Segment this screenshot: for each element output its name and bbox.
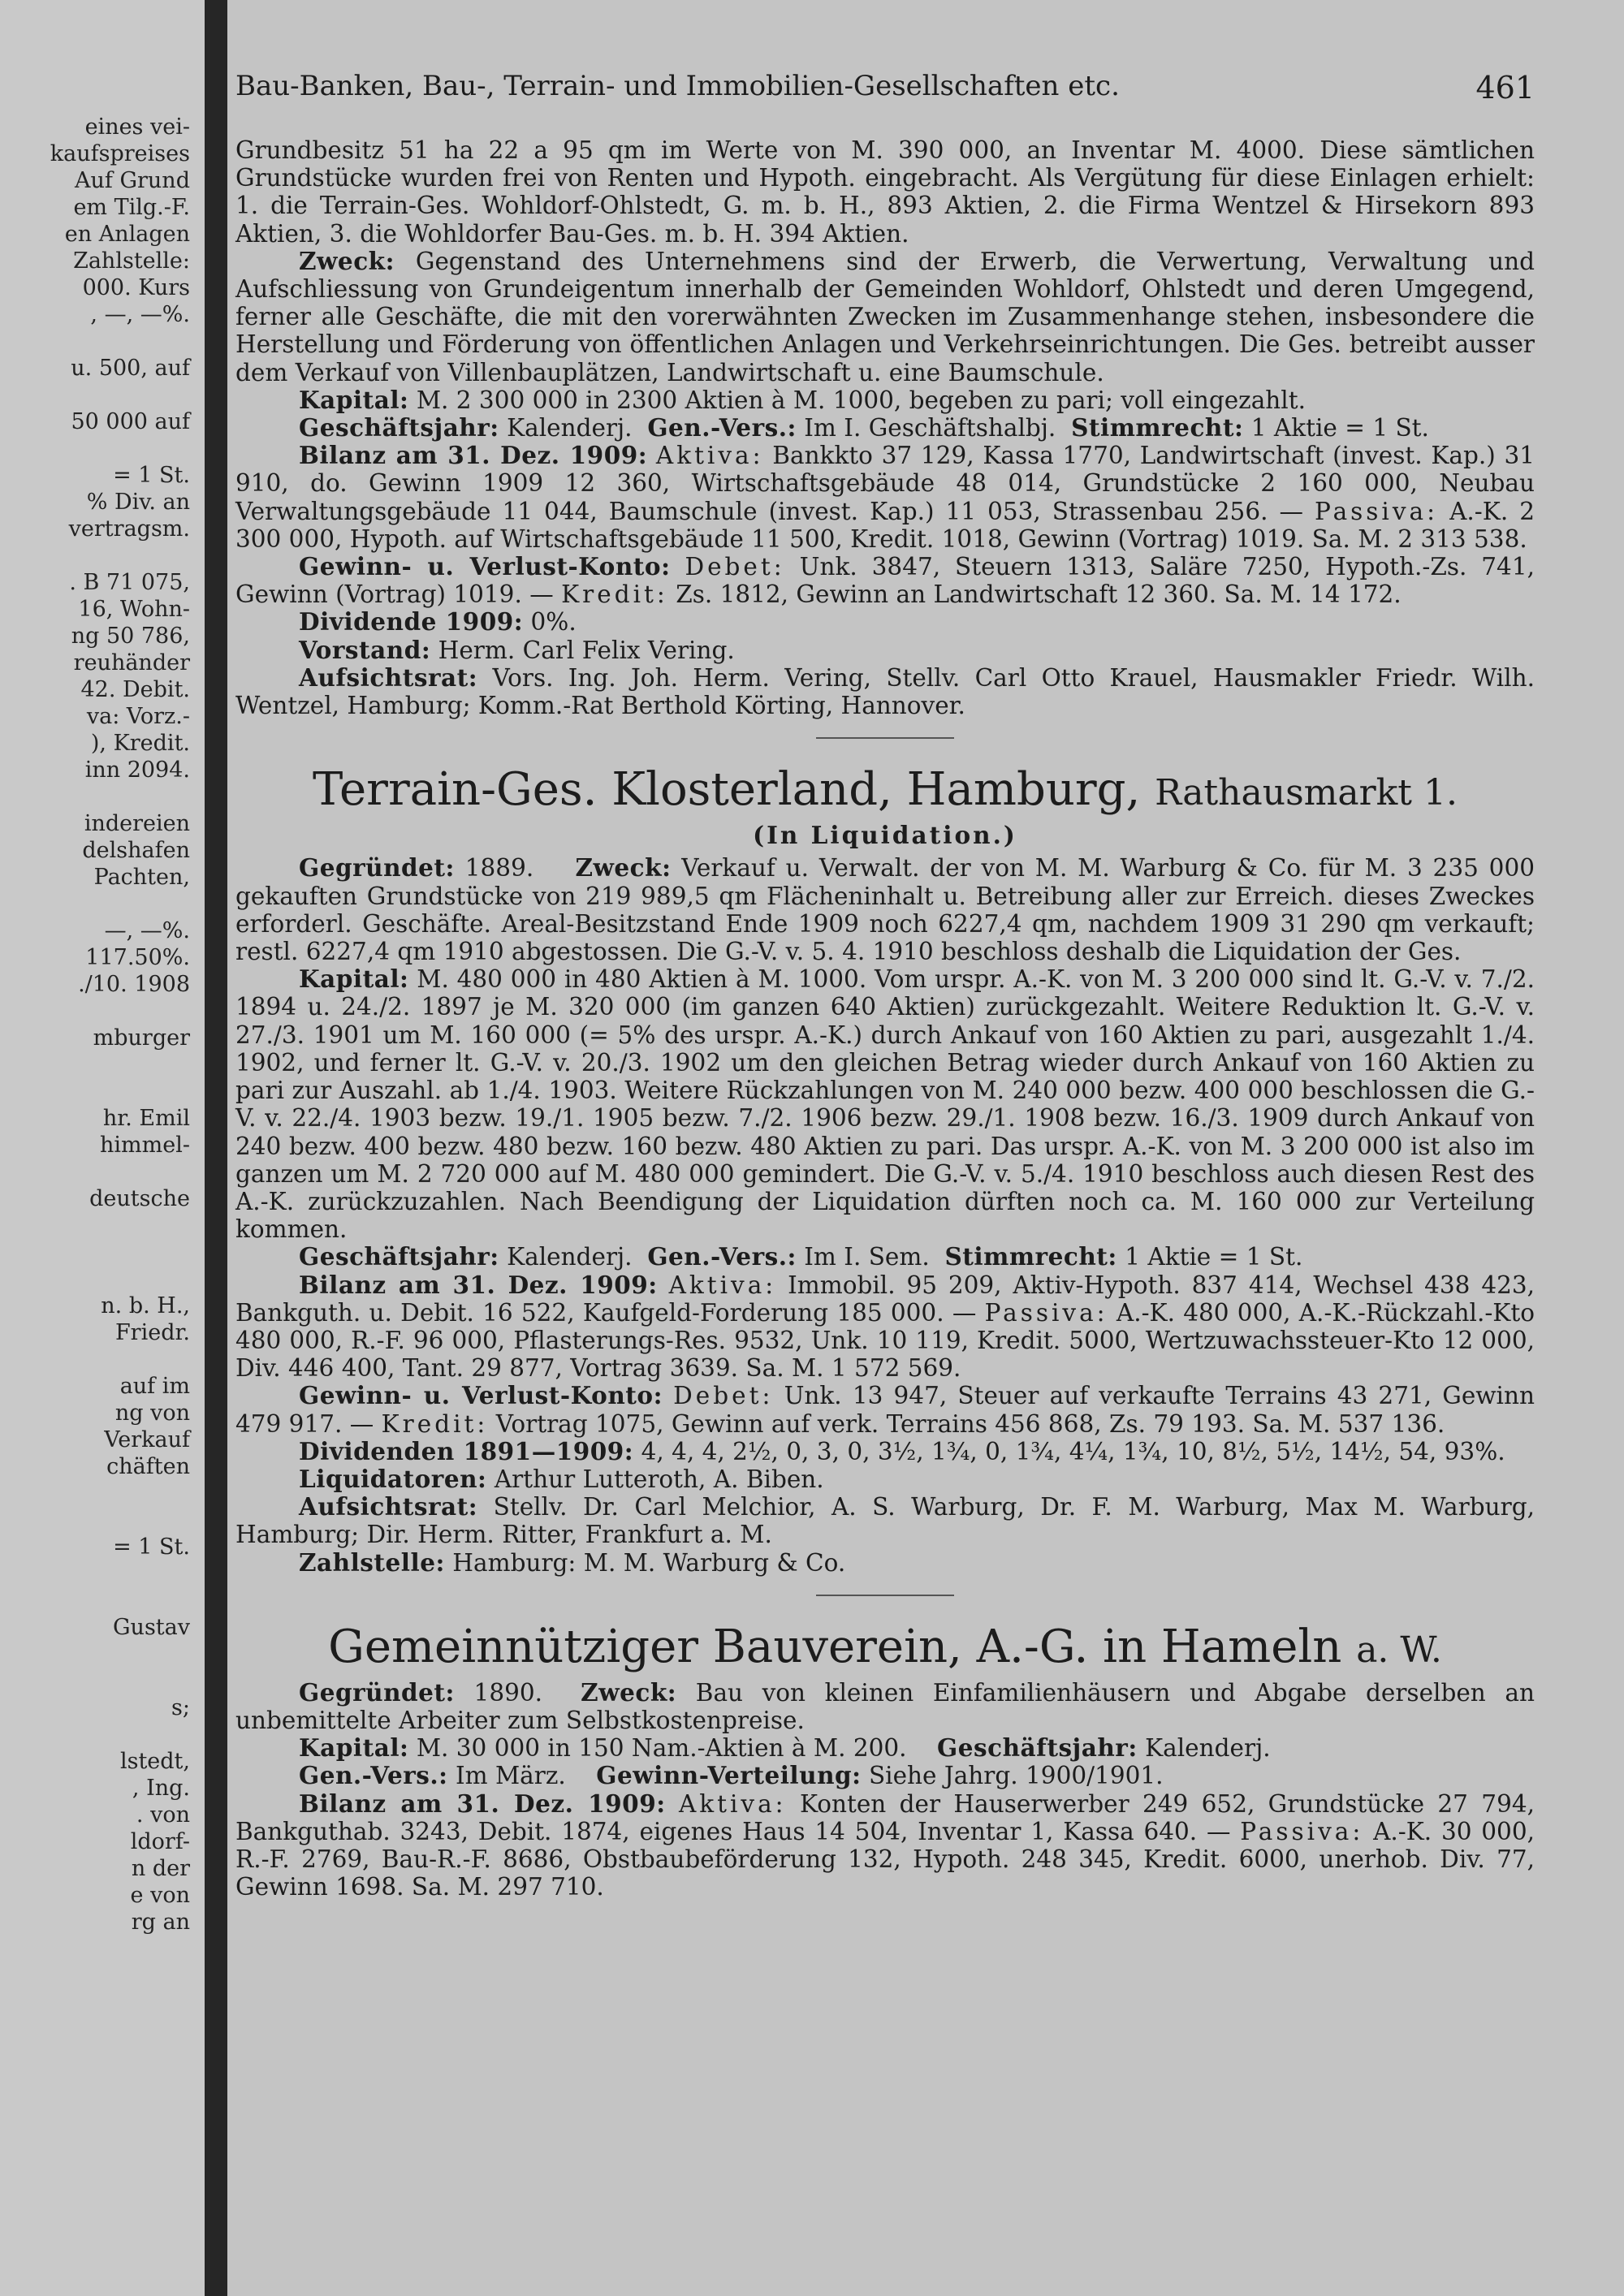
div-label: Dividende 1909: bbox=[299, 607, 524, 637]
klosterland-kapital bbox=[235, 965, 1535, 1243]
gegr-text: 1890. bbox=[473, 1678, 542, 1707]
gegr-label: Gegründet: bbox=[299, 853, 455, 883]
aktiva-text: Konten der Hauserwerber 249 652, Grundstücke 27 794, Bankguthab. 3243, Debit. 1874, eigenes Haus 14 504, Inventar 1, Kassa 640. — bbox=[235, 1789, 1535, 1845]
ar-text: Vors. Ing. Joh. Herm. Vering, Stellv. Carl Otto Krauel, Hausmakler Friedr. Wilh. Wentzel, Hamburg; Komm.-Rat Berthold Körting, Hannover. bbox=[235, 663, 1535, 720]
left-page-line: % Div. an bbox=[86, 490, 190, 515]
passiva-word: Passiva: bbox=[984, 1298, 1108, 1327]
section-klosterland bbox=[235, 763, 1535, 1576]
gj-text: Kalenderj. bbox=[507, 1243, 633, 1271]
gv-label: Gen.-Vers.: bbox=[647, 1242, 797, 1271]
hameln-gegruendet bbox=[235, 1679, 1535, 1734]
klosterland-aufsichtsrat bbox=[235, 1493, 1535, 1548]
debet-word: Debet: bbox=[685, 553, 785, 581]
aktiva-word: Aktiva: bbox=[655, 442, 764, 470]
wohldorf-dividende bbox=[235, 608, 1535, 636]
hameln-heading bbox=[235, 1621, 1535, 1677]
kredit-text: Zs. 1812, Gewinn an Landwirtschaft 12 360. Sa. M. 14 172. bbox=[676, 580, 1402, 609]
left-page-line: , —, —%. bbox=[90, 302, 190, 327]
left-page-line: kaufspreises bbox=[50, 141, 190, 166]
left-page-line: ), Kredit. bbox=[90, 731, 190, 756]
passiva-text: A.-K. 2 300 000, Hypoth. auf Wirtschaftsgebäude 11 500, Kredit. 1018, Gewinn (Vortrag) 1019. Sa. M. 2 313 538. bbox=[235, 497, 1535, 553]
ar-label: Aufsichtsrat: bbox=[299, 662, 478, 692]
left-page-line: ng 50 786, bbox=[71, 624, 190, 649]
left-page-fragment bbox=[0, 0, 205, 2296]
bilanz-label: Bilanz am 31. Dez. 1909: bbox=[299, 1270, 658, 1299]
heading-address: Rathausmarkt 1. bbox=[1155, 772, 1458, 814]
vorstand-text: Herm. Carl Felix Vering. bbox=[438, 636, 735, 664]
klosterland-dividenden bbox=[235, 1438, 1535, 1465]
aktiva-text: Immobil. 95 209, Aktiv-Hypoth. 837 414, Wechsel 438 423, Bankguth. u. Debit. 16 522, Kaufgeld-Forderung 185 000. — bbox=[235, 1271, 1535, 1327]
zweck-text: Gegenstand des Unternehmens sind der Erwerb, die Verwertung, Verwaltung und Aufschliessung von Grundeigentum innerhalb der Gemeinden Wohldorf, Ohlstedt und deren Umgegend, ferner alle Geschäfte, die mit den vorerwähnten Zwecken im Zusammenhange stehen, insbesondere die Herstellung und Förderung von öffentlichen Anlagen und Verkehrseinrichtungen. Die Ges. betreibt ausser dem Verkauf von Villenbauplätzen, Landwirtschaft u. eine Baumschule. bbox=[235, 247, 1535, 386]
left-page-line: = 1 St. bbox=[113, 463, 190, 488]
zahl-text: Hamburg: M. M. Warburg & Co. bbox=[452, 1548, 846, 1577]
hameln-bilanz bbox=[235, 1790, 1535, 1901]
gewv-text: Siehe Jahrg. 1900/1901. bbox=[868, 1762, 1164, 1790]
left-page-line: u. 500, auf bbox=[71, 356, 190, 381]
wohldorf-aufsichtsrat bbox=[235, 664, 1535, 719]
liq-text: Arthur Lutteroth, A. Biben. bbox=[494, 1465, 824, 1493]
left-page-line: . von bbox=[136, 1802, 190, 1828]
left-page-line: va: Vorz.- bbox=[86, 704, 190, 729]
left-page-line: . B 71 075, bbox=[69, 570, 190, 595]
left-page-line: inn 2094. bbox=[84, 757, 190, 783]
left-page-line: Pachten, bbox=[93, 865, 190, 890]
gv-text: Im März. bbox=[455, 1762, 566, 1790]
heading-title: Gemeinnütziger Bauverein, A.-G. in Hameln bbox=[328, 1620, 1342, 1673]
heading-location: a. W. bbox=[1356, 1629, 1442, 1671]
passiva-text: A.-K. 30 000, R.-F. 2769, Bau-R.-F. 8686, Obstbaubeförderung 132, Hypoth. 248 345, Kredit. 6000, unerhob. Div. 77, Gewinn 1698. Sa. M. 297 710. bbox=[235, 1817, 1535, 1901]
kapital-label: Kapital: bbox=[299, 1733, 409, 1763]
zahl-label: Zahlstelle: bbox=[299, 1547, 445, 1577]
bilanz-label: Bilanz am 31. Dez. 1909: bbox=[299, 441, 648, 470]
left-page-line: Verkauf bbox=[104, 1427, 190, 1452]
running-title: Bau-Banken, Bau-, Terrain- und Immobilien-Gesellschaften etc. bbox=[235, 70, 1120, 102]
wohldorf-kapital bbox=[235, 386, 1535, 414]
klosterland-zahlstelle bbox=[235, 1549, 1535, 1577]
left-page-line: 16, Wohn- bbox=[78, 597, 190, 622]
aktiva-word: Aktiva: bbox=[668, 1271, 777, 1299]
debet-text: Unk. 13 947, Steuer auf verkaufte Terrains 43 271, Gewinn 479 917. — bbox=[235, 1382, 1535, 1438]
left-page-line: reuhänder bbox=[73, 650, 190, 675]
guv-label: Gewinn- u. Verlust-Konto: bbox=[299, 1381, 663, 1410]
kapital-text: M. 480 000 in 480 Aktien à M. 1000. Vom urspr. A.-K. von M. 3 200 000 sind lt. G.-V. v. 7./2. 1894 u. 24./2. 1897 je M. 320 000 (im ganzen 640 Aktien) zurückgezahlt. Weitere Reduktion lt. G.-V. v. 27./3. 1901 um M. 160 000 (= 5% des urspr. A.-K.) durch Ankauf von 160 Aktien zu pari, ausgezahlt 1./4. 1902, und ferner lt. G.-V. v. 20./3. 1902 um den gleichen Betrag wieder durch Ankauf von 160 Aktien zu pari zur Auszahl. ab 1./4. 1903. Weitere Rückzahlungen von M. 240 000 bezw. 400 000 beschlossen die G.-V. v. 22./4. 1903 bezw. 19./1. 1905 bezw. 7./2. 1906 bezw. 29./1. 1908 bezw. 16./3. 1909 durch Ankauf von 240 bezw. 400 bezw. 480 bezw. 160 bezw. 480 Aktien zu pari. Das urspr. A.-K. von M. 3 200 000 ist also im ganzen um M. 2 720 000 auf M. 480 000 gemindert. Die G.-V. v. 5./4. 1910 beschloss auch diesen Rest des A.-K. zurückzuzahlen. Nach Beendigung der Liquidation dürften noch ca. M. 160 000 zur Verteilung kommen. bbox=[235, 965, 1535, 1244]
hameln-kapital bbox=[235, 1734, 1535, 1762]
kredit-word: Kredit: bbox=[561, 580, 668, 609]
left-page-line: deutsche bbox=[89, 1186, 190, 1211]
left-page-line: 117.50%. bbox=[85, 945, 190, 970]
klosterland-subtitle: (In Liquidation.) bbox=[753, 821, 1017, 850]
wohldorf-guv bbox=[235, 553, 1535, 608]
left-page-line: delshafen bbox=[82, 838, 190, 863]
gv-label: Gen.-Vers.: bbox=[299, 1761, 448, 1790]
left-page-line: ldorf- bbox=[130, 1829, 190, 1854]
klosterland-heading bbox=[235, 763, 1535, 820]
left-page-line: Auf Grund bbox=[74, 168, 190, 193]
kapital-label: Kapital: bbox=[299, 385, 409, 414]
gegr-text: 1889. bbox=[464, 854, 534, 883]
left-page-line: rg an bbox=[131, 1910, 190, 1935]
left-page-line: chäften bbox=[106, 1454, 190, 1479]
passiva-word: Passiva: bbox=[1315, 497, 1439, 525]
ar-label: Aufsichtsrat: bbox=[299, 1492, 478, 1521]
kapital-text: M. 2 300 000 in 2300 Aktien à M. 1000, begeben zu pari; voll eingezahlt. bbox=[416, 386, 1306, 414]
klosterland-geschaeftsjahr bbox=[235, 1243, 1535, 1271]
debet-text: Unk. 3847, Steuern 1313, Saläre 7250, Hypoth.-Zs. 741, Gewinn (Vortrag) 1019. — bbox=[235, 553, 1535, 609]
aktiva-text: Bankkto 37 129, Kassa 1770, Landwirtschaft (invest. Kap.) 31 910, do. Gewinn 1909 12 360, Wirtschaftsgebäude 48 014, Grundstücke 2 160 000, Neubau Verwaltungsgebäude 11 044, Baumschule (invest. Kap.) 11 053, Strassenbau 256. — bbox=[235, 442, 1535, 525]
left-page-line: himmel- bbox=[100, 1133, 190, 1158]
liq-label: Liquidatoren: bbox=[299, 1464, 487, 1493]
left-page-line: Gustav bbox=[112, 1615, 190, 1640]
div-label: Dividenden 1891—1909: bbox=[299, 1436, 634, 1465]
kredit-word: Kredit: bbox=[381, 1409, 489, 1438]
page-number: 461 bbox=[1475, 70, 1535, 106]
stimm-label: Stimmrecht: bbox=[944, 1242, 1117, 1271]
debet-word: Debet: bbox=[673, 1382, 774, 1410]
div-text: 0%. bbox=[530, 608, 577, 637]
section-divider bbox=[816, 1595, 954, 1596]
gv-text: Im I. Geschäftshalbj. bbox=[804, 414, 1056, 442]
left-page-line: lstedt, bbox=[119, 1749, 190, 1774]
section-wohldorf bbox=[235, 136, 1535, 719]
zweck-label: Zweck: bbox=[575, 853, 672, 883]
stimm-label: Stimmrecht: bbox=[1071, 413, 1244, 442]
book-gutter bbox=[205, 0, 227, 2296]
kapital-label: Kapital: bbox=[299, 965, 409, 994]
wohldorf-bilanz bbox=[235, 442, 1535, 553]
text-column bbox=[235, 136, 1535, 1901]
wohldorf-zweck bbox=[235, 248, 1535, 386]
klosterland-guv bbox=[235, 1382, 1535, 1437]
left-page-line: eines vei- bbox=[84, 114, 190, 140]
passiva-text: A.-K. 480 000, A.-K.-Rückzahl.-Kto 480 000, R.-F. 96 000, Pflasterungs-Res. 9532, Unk. 10 119, Kredit. 5000, Wertzuwachssteuer-Kto 12 000, Div. 446 400, Tant. 29 877, Vortrag 3639. Sa. M. 1 572 569. bbox=[235, 1298, 1535, 1383]
left-page-line: 000. Kurs bbox=[82, 275, 190, 300]
gegr-label: Gegründet: bbox=[299, 1677, 455, 1707]
left-page-line: ./10. 1908 bbox=[78, 972, 190, 997]
guv-label: Gewinn- u. Verlust-Konto: bbox=[299, 552, 671, 581]
wohldorf-intro: Grundbesitz 51 ha 22 a 95 qm im Werte von M. 390 000, an Inventar M. 4000. Diese sämtlichen Grundstücke wurden frei von Renten und Hypoth. eingebracht. Als Vergütung für diese Einlagen erhielt: 1. die Terrain-Ges. Wohldorf-Ohlstedt, G. m. b. H., 893 Aktien, 2. die Firma Wentzel & Hirsekorn 893 Aktien, 3. die Wohldorfer Bau-Ges. m. b. H. 394 Aktien. bbox=[235, 136, 1535, 248]
left-page-line: —, —%. bbox=[104, 918, 190, 943]
left-page-line: vertragsm. bbox=[68, 516, 190, 542]
left-page-line: Zahlstelle: bbox=[73, 248, 190, 274]
left-page-line: = 1 St. bbox=[113, 1534, 190, 1560]
left-page-line: en Anlagen bbox=[64, 222, 190, 247]
kredit-text: Vortrag 1075, Gewinn auf verk. Terrains 456 868, Zs. 79 193. Sa. M. 537 136. bbox=[495, 1409, 1445, 1438]
gv-label: Gen.-Vers.: bbox=[647, 413, 797, 442]
left-page-line: mburger bbox=[93, 1025, 190, 1051]
left-page-line: indereien bbox=[84, 811, 190, 836]
section-hameln bbox=[235, 1621, 1535, 1901]
section-divider bbox=[816, 737, 954, 739]
stimm-text: 1 Aktie = 1 St. bbox=[1125, 1243, 1303, 1271]
passiva-word: Passiva: bbox=[1240, 1817, 1364, 1845]
left-page-line: 50 000 auf bbox=[71, 409, 190, 434]
klosterland-liquidatoren bbox=[235, 1465, 1535, 1493]
zweck-label: Zweck: bbox=[581, 1677, 677, 1707]
left-page-line: , Ing. bbox=[132, 1776, 190, 1801]
klosterland-bilanz bbox=[235, 1271, 1535, 1383]
aktiva-word: Aktiva: bbox=[678, 1789, 787, 1818]
left-page-line: 42. Debit. bbox=[80, 677, 190, 702]
hameln-genvers bbox=[235, 1762, 1535, 1789]
left-page-line: Friedr. bbox=[114, 1320, 190, 1345]
wohldorf-vorstand bbox=[235, 637, 1535, 664]
vorstand-label: Vorstand: bbox=[299, 635, 431, 664]
gj-label: Geschäftsjahr: bbox=[299, 1242, 499, 1271]
gj-label: Geschäftsjahr: bbox=[937, 1733, 1138, 1763]
left-page-line: ng von bbox=[114, 1400, 190, 1426]
heading-title: Terrain-Ges. Klosterland, Hamburg, bbox=[313, 763, 1141, 817]
bilanz-label: Bilanz am 31. Dez. 1909: bbox=[299, 1789, 666, 1818]
zweck-text: Bau von kleinen Einfamilienhäusern und Abgabe derselben an unbemittelte Arbeiter zum Selbstkostenpreise. bbox=[235, 1678, 1535, 1734]
ar-text: Stellv. Dr. Carl Melchior, A. S. Warburg, Dr. F. M. Warburg, Max M. Warburg, Hamburg; Dir. Herm. Ritter, Frankfurt a. M. bbox=[235, 1493, 1535, 1549]
klosterland-gegruendet bbox=[235, 854, 1535, 965]
left-page-line: s; bbox=[171, 1695, 190, 1720]
left-page-line: em Tilg.-F. bbox=[73, 195, 190, 220]
gj-text: Kalenderj. bbox=[1145, 1734, 1271, 1763]
left-page-line: auf im bbox=[119, 1374, 190, 1399]
zweck-text: Verkauf u. Verwalt. der von M. M. Warburg & Co. für M. 3 235 000 gekauften Grundstücke von 219 989,5 qm Flächeninhalt u. Betreibung aller zur Erreich. dieses Zweckes erforderl. Geschäfte. Areal-Besitzstand Ende 1909 noch 6227,4 qm, nachdem 1909 31 290 qm verkauft; restl. 6227,4 qm 1910 abgestossen. Die G.-V. v. 5. 4. 1910 beschloss deshalb die Liquidation der Ges. bbox=[235, 854, 1535, 966]
stimm-text: 1 Aktie = 1 St. bbox=[1250, 414, 1429, 442]
zweck-label: Zweck: bbox=[299, 246, 395, 275]
left-page-line: e von bbox=[130, 1883, 190, 1908]
gewv-label: Gewinn-Verteilung: bbox=[596, 1761, 862, 1790]
div-text: 4, 4, 4, 2½, 0, 3, 0, 3½, 1¾, 0, 1¾, 4¼, 1¾, 10, 8½, 5½, 14½, 54, 93%. bbox=[641, 1437, 1505, 1465]
kapital-text: M. 30 000 in 150 Nam.-Aktien à M. 200. bbox=[416, 1734, 907, 1763]
left-page-line: n. b. H., bbox=[101, 1293, 190, 1318]
left-page-line: n der bbox=[131, 1856, 190, 1881]
wohldorf-geschaeftsjahr bbox=[235, 414, 1535, 442]
gj-text: Kalenderj. bbox=[507, 414, 633, 442]
left-page-line: hr. Emil bbox=[102, 1106, 190, 1131]
gj-label: Geschäftsjahr: bbox=[299, 413, 499, 442]
gv-text: Im I. Sem. bbox=[804, 1243, 930, 1271]
